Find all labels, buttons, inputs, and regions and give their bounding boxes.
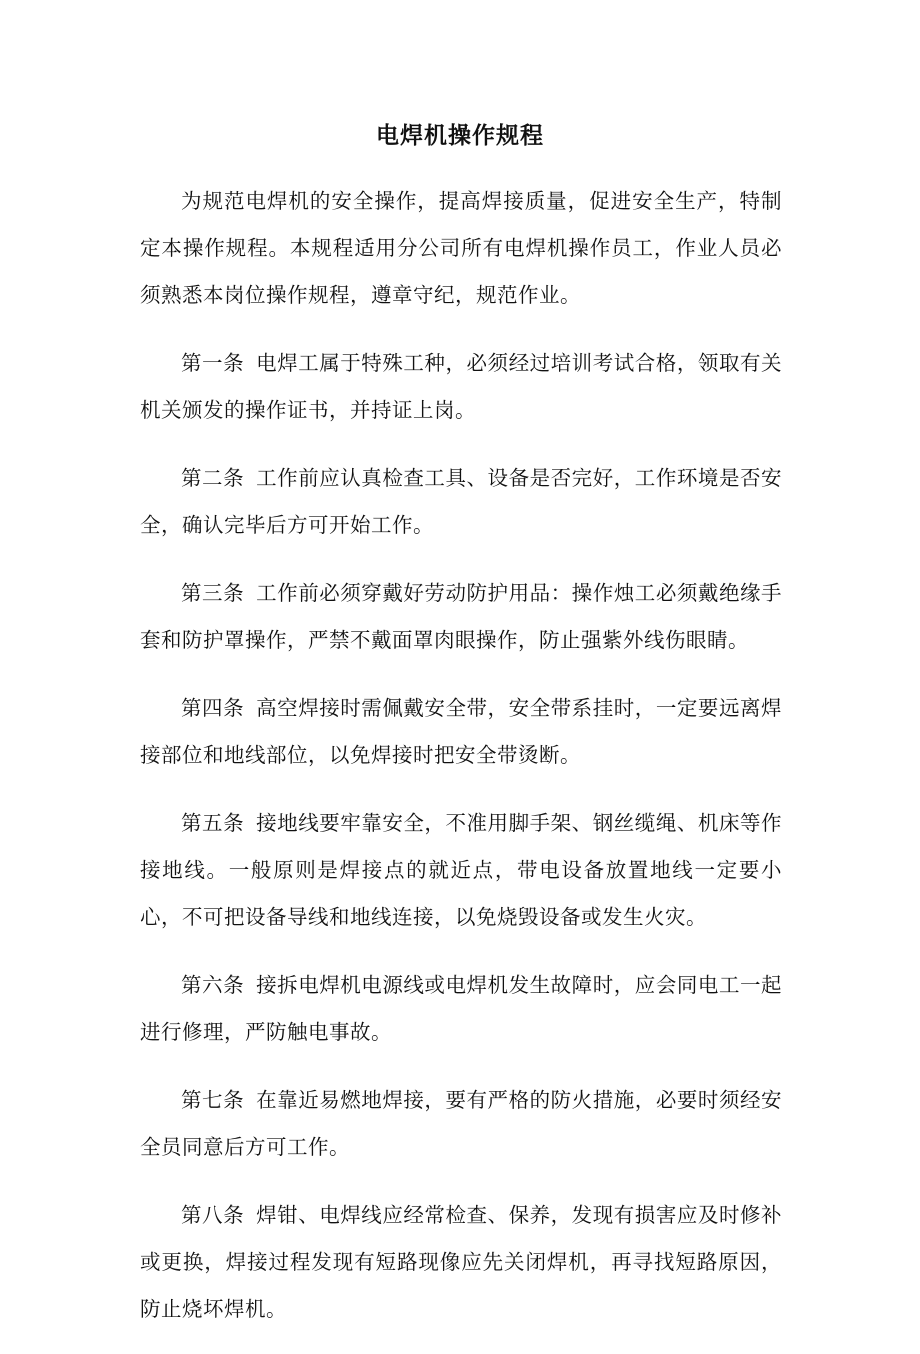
article-number: 第八条	[181, 1203, 245, 1227]
article-text: 在靠近易燃地焊接，要有严格的防火措施，必要时须经安全员同意后方可工作。	[140, 1088, 783, 1159]
article-text: 工作前必须穿戴好劳动防护用品：操作烛工必须戴绝缘手套和防护罩操作，严禁不戴面罩肉眼操作，防止强紫外线伤眼睛。	[140, 581, 783, 652]
article-text: 焊钳、电焊线应经常检查、保养，发现有损害应及时修补或更换，焊接过程发现有短路现像应先关闭焊机，再寻找短路原因，防止烧坏焊机。	[140, 1203, 783, 1321]
article-2	[140, 455, 782, 549]
article-7	[140, 1077, 782, 1171]
article-1	[140, 340, 782, 434]
intro-paragraph: 为规范电焊机的安全操作，提高焊接质量，促进安全生产，特制定本操作规程。本规程适用分公司所有电焊机操作员工，作业人员必须熟悉本岗位操作规程，遵章守纪，规范作业。	[140, 189, 782, 307]
article-number: 第四条	[181, 696, 245, 720]
article-text: 高空焊接时需佩戴安全带，安全带系挂时，一定要远离焊接部位和地线部位，以免焊接时把安全带烫断。	[140, 696, 783, 767]
article-text: 工作前应认真检查工具、设备是否完好，工作环境是否安全，确认完毕后方可开始工作。	[140, 466, 783, 537]
article-8	[140, 1192, 782, 1333]
article-number: 第二条	[181, 466, 245, 490]
page-title: 电焊机操作规程	[376, 123, 544, 149]
article-text: 电焊工属于特殊工种，必须经过培训考试合格，领取有关机关颁发的操作证书，并持证上岗。	[140, 351, 783, 422]
article-number: 第一条	[181, 351, 245, 375]
article-number: 第五条	[181, 811, 245, 835]
article-6	[140, 962, 782, 1056]
article-5	[140, 800, 782, 941]
document-body	[140, 178, 782, 1354]
article-3	[140, 570, 782, 664]
article-number: 第三条	[181, 581, 245, 605]
article-number: 第六条	[181, 973, 245, 997]
article-text: 接拆电焊机电源线或电焊机发生故障时，应会同电工一起进行修理，严防触电事故。	[140, 973, 783, 1044]
article-4	[140, 685, 782, 779]
article-number: 第七条	[181, 1088, 245, 1112]
article-text: 接地线要牢靠安全，不准用脚手架、钢丝缆绳、机床等作接地线。一般原则是焊接点的就近点，带电设备放置地线一定要小心，不可把设备导线和地线连接，以免烧毁设备或发生火灾。	[140, 811, 783, 929]
